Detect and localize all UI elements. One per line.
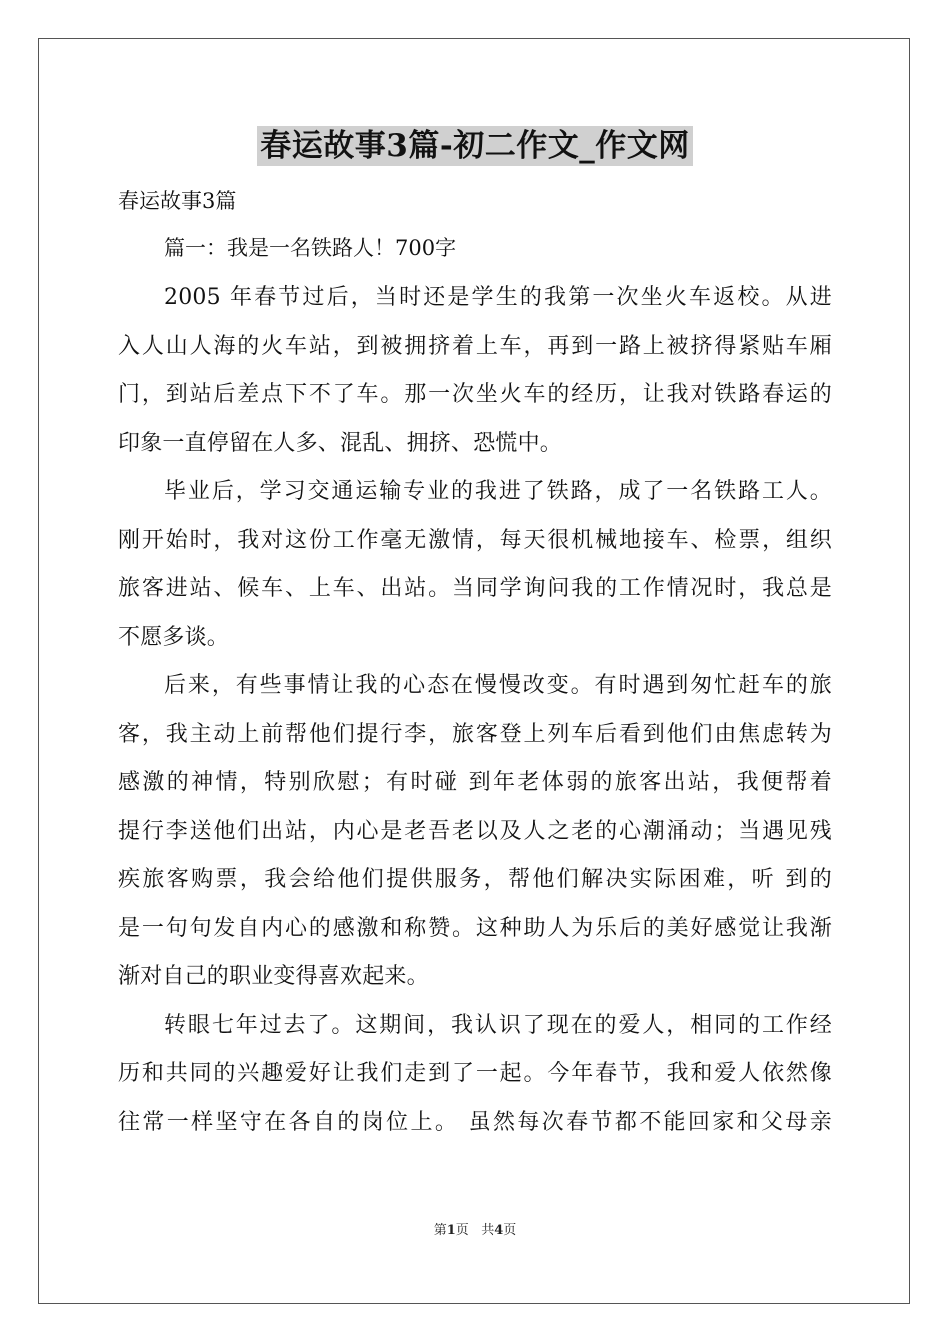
paragraph [118, 274, 832, 468]
page-footer [0, 1219, 950, 1238]
title-wrap [0, 126, 950, 166]
text-line: 不愿多谈。 [118, 624, 230, 650]
text-line: 2005 年春节过后，当时还是学生的我第一次坐火车返校。从进 [164, 285, 832, 310]
page-current: 1 [446, 1223, 456, 1238]
document-title: 春运故事3篇-初二作文_作文网 [257, 126, 692, 166]
text-line: 刚开始时，我对这份工作毫无激情，每天很机械地接车、检票，组织 [118, 527, 832, 553]
text-line: 疾旅客购票，我会给他们提供服务，帮他们解决实际困难，听 到的 [118, 867, 832, 892]
text-line: 感激的神情，特别欣慰；有时碰 到年老体弱的旅客出站，我便帮着 [118, 770, 832, 795]
document-heading: 春运故事3篇 [118, 189, 237, 213]
page-prefix: 第 [433, 1223, 447, 1238]
page-suffix: 页 [503, 1223, 517, 1238]
document-body [118, 180, 832, 1147]
text-line: 提行李送他们出站，内心是老吾老以及人之老的心潮涌动；当遇见残 [118, 818, 832, 844]
text-line: 毕业后，学习交通运输专业的我进了铁路，成了一名铁路工人。 [164, 479, 832, 504]
text-line: 渐对自己的职业变得喜欢起来。 [118, 964, 429, 989]
text-line: 历和共同的兴趣爱好让我们走到了一起。今年春节，我和爱人依然像 [118, 1061, 832, 1086]
text-line: 客，我主动上前帮他们提行李，旅客登上列车后看到他们由焦虑转为 [118, 721, 832, 747]
text-line: 转眼七年过去了。这期间，我认识了现在的爱人，相同的工作经 [164, 1012, 832, 1038]
paragraph [118, 1002, 832, 1148]
paragraph [118, 468, 832, 662]
page-total: 4 [494, 1223, 504, 1238]
text-line: 往常一样坚守在各自的岗位上。 虽然每次春节都不能回家和父母亲 [118, 1109, 832, 1135]
text-line: 后来，有些事情让我的心态在慢慢改变。有时遇到匆忙赶车的旅 [164, 673, 832, 698]
text-line: 旅客进站、候车、上车、出站。当同学询问我的工作情况时，我总是 [118, 576, 832, 601]
page-mid: 页 共 [455, 1223, 495, 1238]
text-line: 入人山人海的火车站，到被拥挤着上车，再到一路上被挤得紧贴车厢 [118, 333, 832, 359]
text-line: 门，到站后差点下不了车。那一次坐火车的经历，让我对铁路春运的 [118, 382, 832, 407]
text-line: 是一句句发自内心的感激和称赞。这种助人为乐后的美好感觉让我渐 [118, 915, 832, 941]
paragraph [118, 662, 832, 1002]
document-subheading: 篇一：我是一名铁路人！700字 [164, 236, 457, 260]
text-line: 印象一直停留在人多、混乱、拥挤、恐慌中。 [118, 430, 563, 456]
